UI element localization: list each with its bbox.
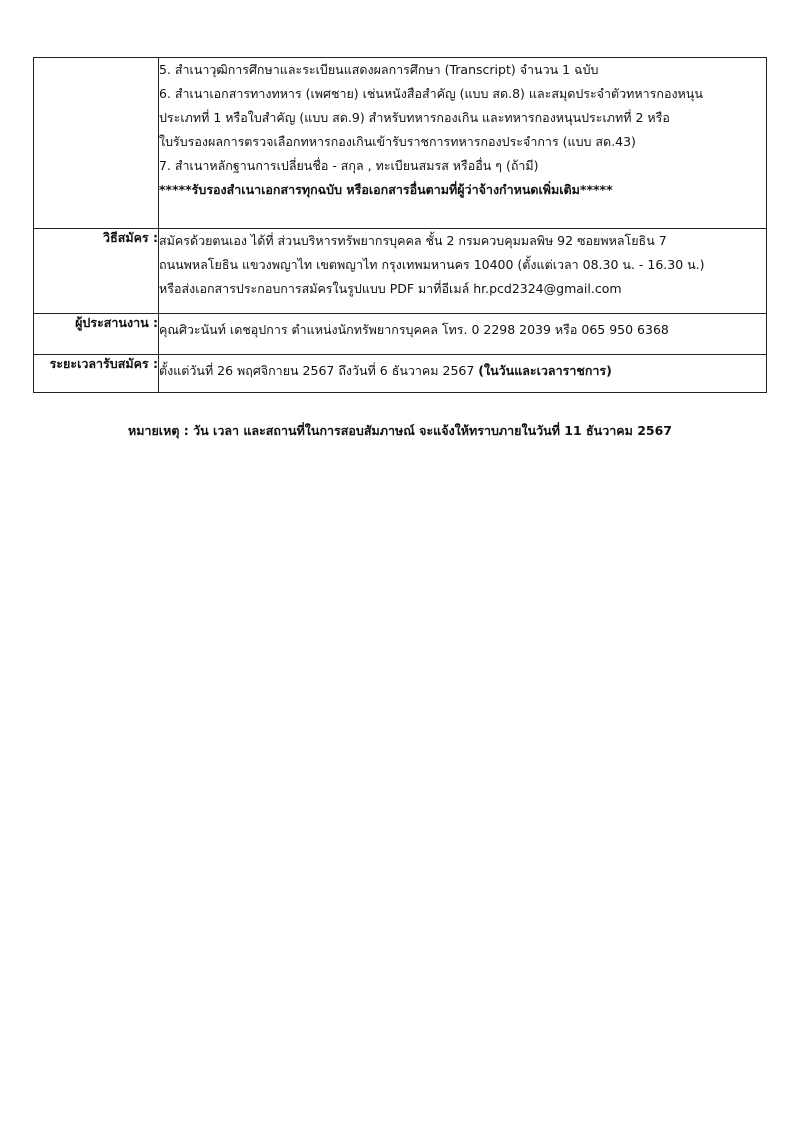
- document-item-6: 6. สำเนาเอกสารทางทหาร (เพศชาย) เช่นหนังสือสำคัญ (แบบ สด.8) และสมุดประจำตัวทหารกองหนุน: [159, 86, 703, 101]
- interview-note: หมายเหตุ : วัน เวลา และสถานที่ในการสอบสัมภาษณ์ จะแจ้งให้ทราบภายในวันที่ 11 ธันวาคม 2567: [127, 423, 673, 438]
- document-item-7: 7. สำเนาหลักฐานการเปลี่ยนชื่อ - สกุล , ทะเบียนสมรส หรืออื่น ๆ (ถ้ามี): [159, 158, 539, 173]
- job-announcement-table: [33, 57, 767, 393]
- application-period-row: [34, 355, 767, 393]
- required-documents-row: [34, 58, 767, 229]
- required-documents-content: [159, 58, 767, 229]
- document-item-5: 5. สำเนาวุฒิการศึกษาและระเบียนแสดงผลการศึกษา (Transcript) จำนวน 1 ฉบับ: [159, 62, 599, 77]
- coordinator-row: [34, 314, 767, 355]
- application-period-content: [159, 355, 767, 393]
- coordinator-text: คุณศิวะนันท์ เดชอุปการ ตำแหน่งนักทรัพยากรบุคคล โทร. 0 2298 2039 หรือ 065 950 6368: [159, 322, 669, 337]
- application-period-bold-text: (ในวันและเวลาราชการ): [478, 363, 612, 378]
- apply-method-line-3: หรือส่งเอกสารประกอบการสมัครในรูปแบบ PDF มาที่อีเมล์ hr.pcd2324@gmail.com: [159, 281, 622, 296]
- apply-method-content: [159, 229, 767, 314]
- required-documents-label: [34, 58, 159, 229]
- application-period-text: ตั้งแต่วันที่ 26 พฤศจิกายน 2567 ถึงวันที่ 6 ธันวาคม 2567: [159, 363, 479, 378]
- apply-method-line-1: สมัครด้วยตนเอง ได้ที่ ส่วนบริหารทรัพยากรบุคคล ชั้น 2 กรมควบคุมมลพิษ 92 ซอยพหลโยธิน 7: [159, 233, 667, 248]
- coordinator-content: [159, 314, 767, 355]
- document-item-6-cont-1: ประเภทที่ 1 หรือใบสำคัญ (แบบ สด.9) สำหรับทหารกองเกิน และทหารกองหนุนประเภทที่ 2 หรือ: [159, 110, 670, 125]
- apply-method-line-2: ถนนพหลโยธิน แขวงพญาไท เขตพญาไท กรุงเทพมหานคร 10400 (ตั้งแต่เวลา 08.30 น. - 16.30 น.): [159, 257, 705, 272]
- coordinator-label: ผู้ประสานงาน :: [34, 314, 159, 355]
- document-item-6-cont-2: ใบรับรองผลการตรวจเลือกทหารกองเกินเข้ารับราชการทหารกองประจำการ (แบบ สด.43): [159, 134, 636, 149]
- application-period-label: ระยะเวลารับสมัคร :: [34, 355, 159, 393]
- certify-copies-note: *****รับรองสำเนาเอกสารทุกฉบับ หรือเอกสารอื่นตามที่ผู้ว่าจ้างกำหนดเพิ่มเติม*****: [159, 182, 613, 197]
- apply-method-label: วิธีสมัคร :: [34, 229, 159, 314]
- application-period-line: [159, 359, 766, 383]
- apply-method-row: [34, 229, 767, 314]
